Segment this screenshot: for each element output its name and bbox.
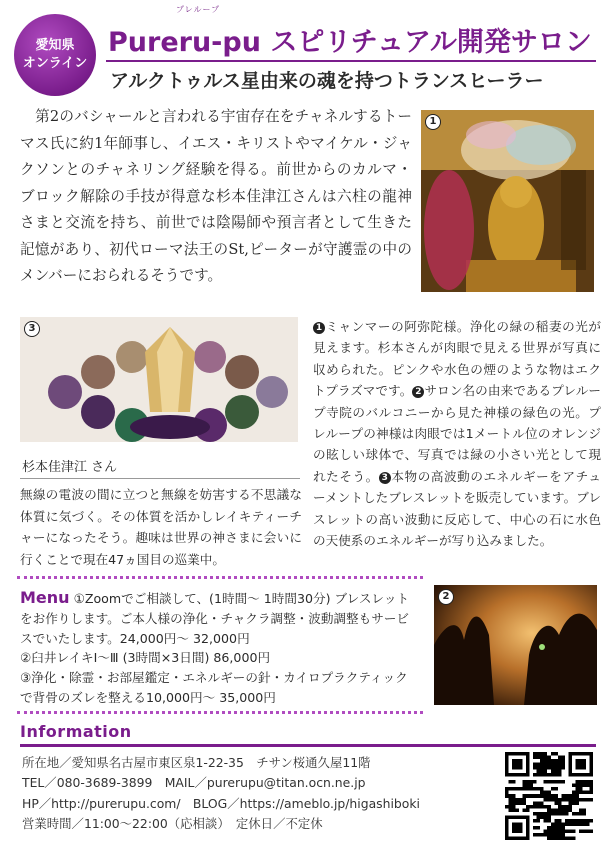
menu-heading: Menu [20, 588, 70, 607]
title-ruby: プレループ [176, 5, 221, 14]
menu-item-3: ③浄化・除霊・お部屋鑑定・エネルギーの針・カイロプラクティックで背骨のズレを整える10,000円〜 35,000円 [20, 670, 408, 705]
temple-balcony-photo [434, 585, 597, 705]
person-name: 杉本佳津江 さん [22, 460, 118, 475]
note3-number: 3 [379, 472, 391, 484]
photo2-number: 2 [438, 589, 454, 605]
bracelet-photo [20, 317, 298, 442]
badge-line1: 愛知県 [35, 38, 75, 53]
region-badge [14, 14, 96, 96]
page-title: Pureru-pu スピリチュアル開発サロン [108, 27, 592, 58]
caption-divider [20, 478, 300, 479]
info-tel-mail[interactable]: TEL／080-3689-3899 MAIL／purerupu@titan.ocn.ne.jp [22, 775, 366, 791]
menu-content [20, 588, 416, 708]
photo-notes [313, 316, 601, 551]
qr-code-graphic [505, 752, 593, 840]
information-details [22, 753, 492, 834]
info-address: 所在地／愛知県名古屋市東区泉1-22-35 チサン桜通久屋11階 [22, 755, 371, 770]
bracelet-photo-art [20, 317, 298, 442]
photo3-number: 3 [24, 321, 40, 337]
info-hours: 営業時間／11:00〜22:00（応相談） 定休日／不定休 [22, 815, 323, 831]
buddha-photo-art [421, 110, 594, 292]
page-subtitle: アルクトゥルス星由来の魂を持つトランスヒーラー [110, 70, 544, 92]
menu-item-2: ②臼井レイキⅠ〜Ⅲ (3時間×3日間) 86,000円 [20, 650, 271, 666]
menu-item-1: ①Zoomでご相談して、(1時間〜 1時間30分) ブレスレットをお作りします。ご本人様の浄化・チャクラ調整・波動調整もサービスでいたします。24,000円〜 32,000円 [20, 591, 410, 646]
intro-paragraph [20, 104, 412, 290]
title-divider [106, 60, 596, 62]
temple-balcony-photo-art [434, 585, 597, 705]
information-heading: Information [20, 722, 132, 741]
badge-line2: オンライン [22, 56, 88, 71]
note1-number: 1 [313, 322, 325, 334]
note2-number: 2 [412, 386, 424, 398]
person-description: 無線の電波の間に立つと無線を妨害する不思議な体質に気づく。その体質を活かしレイキティーチャーになったそう。趣味は世界の神さまに会いに行くことで現在47ヵ国目の巡業中。 [20, 487, 302, 567]
intro-text: 第2のバシャールと言われる宇宙存在をチャネルするトーマス氏に約1年師事し、イエス・キリストやマイケル・ジャクソンとのチャネリング経験を得る。前世からのカルマ・ブロック解除の手技が得意な杉本佳津江さんは六柱の龍神さまと交流を持ち、前世では陰陽師や預言者として生きた記憶があり、初代ローマ法王のSt,ピーターが守護霊の中のメンバーにおられるそうです。 [20, 108, 412, 284]
note3-text: 本物の高波動のエネルギーをアチューメントしたブレスレットを販売しています。ブレスレットの高い波動に反応して、中心の石に水色の天使系のエネルギーが写り込みました。 [313, 468, 602, 549]
photo1-number: 1 [425, 114, 441, 130]
buddha-photo [421, 110, 594, 292]
information-divider [20, 744, 596, 747]
qr-code-icon[interactable] [505, 752, 593, 840]
note2-text: サロン名の由来であるプレループ寺院のバルコニーから見た神様の緑色の光。プレループの神様は肉眼では1メートル位のオレンジの眩しい球体で、写真では緑の小さい光として現れたそう。 [313, 383, 602, 484]
note1-text: ミャンマーの阿弥陀様。浄化の緑の稲妻の光が見えます。杉本さんが肉眼で見える世界が写真に収められた。ピンクや水色の煙のような物はエクトプラズマです。 [313, 319, 601, 399]
info-hp-blog[interactable]: HP／http://purerupu.com/ BLOG／https://ameblo.jp/higashiboki [22, 795, 420, 811]
